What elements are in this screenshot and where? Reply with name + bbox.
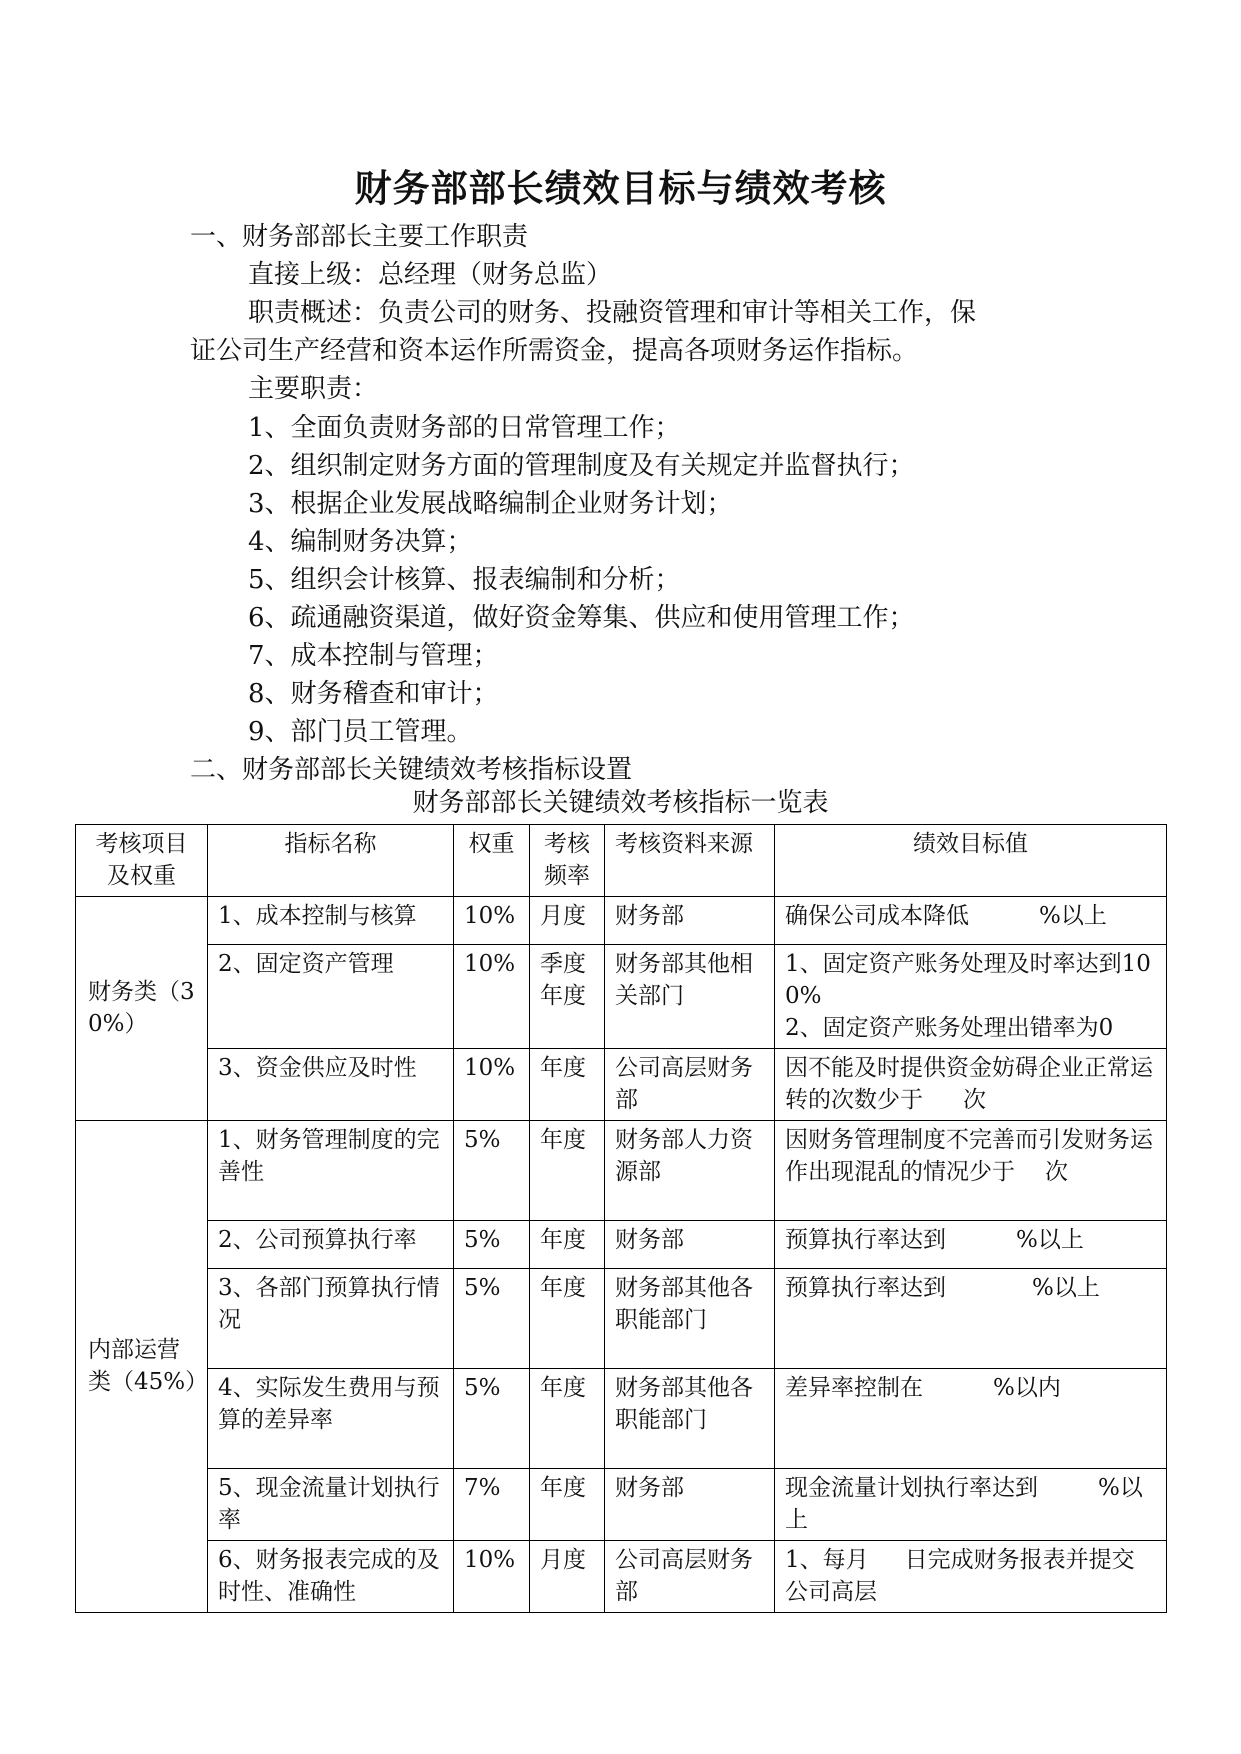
source-cell: 财务部 [605,1469,775,1541]
summary-line-2: 证公司生产经营和资本运作所需资金，提高各项财务运作指标。 [190,336,919,366]
frequency-cell: 季度年度 [530,945,605,1049]
header-target: 绩效目标值 [775,825,1167,897]
indicator-cell: 1、财务管理制度的完善性 [208,1121,454,1221]
source-cell: 财务部其他各职能部门 [605,1269,775,1369]
table-row [76,1269,1167,1369]
section-1-heading: 一、财务部部长主要工作职责 [190,222,529,252]
target-cell [775,1469,1167,1541]
direct-superior: 直接上级：总经理（财务总监） [248,260,613,290]
table-row [76,945,1167,1049]
target-text: %以内 [993,1375,1061,1401]
source-cell: 财务部 [605,1221,775,1269]
duties-heading: 主要职责： [248,374,379,404]
target-cell [775,945,1167,1049]
source-cell: 财务部其他各职能部门 [605,1369,775,1469]
target-text: 日完成财务报表并提交公司高层 [785,1547,1135,1605]
header-category: 考核项目及权重 [76,825,208,897]
source-cell: 公司高层财务部 [605,1541,775,1613]
target-text: %以上 [1032,1275,1100,1301]
target-text: %以上 [1016,1227,1084,1253]
frequency-cell: 年度 [530,1221,605,1269]
target-text: 预算执行率达到 [785,1275,946,1301]
weight-cell: 10% [454,897,530,945]
frequency-cell: 年度 [530,1049,605,1121]
header-indicator: 指标名称 [208,825,454,897]
target-text: 因财务管理制度不完善而引发财务运作出现混乱的情况少于 [785,1127,1153,1185]
table-row [76,1369,1167,1469]
frequency-cell: 月度 [530,897,605,945]
document-title: 财务部部长绩效目标与绩效考核 [354,166,887,210]
duty-item: 7、成本控制与管理； [248,641,499,671]
target-cell [775,1541,1167,1613]
table-row [76,1541,1167,1613]
weight-cell: 10% [454,1541,530,1613]
table-row [76,1049,1167,1121]
frequency-cell: 年度 [530,1369,605,1469]
duty-item: 6、疏通融资渠道，做好资金筹集、供应和使用管理工作； [248,603,915,633]
target-cell [775,1221,1167,1269]
indicator-cell: 3、各部门预算执行情况 [208,1269,454,1369]
indicator-cell: 3、资金供应及时性 [208,1049,454,1121]
table-row [76,1121,1167,1221]
duty-item: 5、组织会计核算、报表编制和分析； [248,565,681,595]
weight-cell: 10% [454,945,530,1049]
target-text: 因不能及时提供资金妨碍企业正常运转的次数少于 [785,1055,1153,1113]
header-weight: 权重 [454,825,530,897]
duty-item: 2、组织制定财务方面的管理制度及有关规定并监督执行； [248,451,915,481]
duty-item: 4、编制财务决算； [248,527,473,557]
target-text: 1、每月 [785,1547,869,1573]
weight-cell: 10% [454,1049,530,1121]
indicator-cell: 4、实际发生费用与预算的差异率 [208,1369,454,1469]
indicator-cell: 1、成本控制与核算 [208,897,454,945]
summary-line-1: 职责概述：负责公司的财务、投融资管理和审计等相关工作，保 [248,298,977,328]
table-title: 财务部部长关键绩效考核指标一览表 [412,788,829,818]
weight-cell: 7% [454,1469,530,1541]
indicator-cell: 2、公司预算执行率 [208,1221,454,1269]
target-text: 1、固定资产账务处理及时率达到100% [785,951,1151,1009]
header-frequency: 考核频率 [530,825,605,897]
section-2-heading: 二、财务部部长关键绩效考核指标设置 [190,755,633,785]
category-cell: 财务类（30%） [76,897,208,1121]
target-cell [775,1269,1167,1369]
duty-item: 8、财务稽查和审计； [248,679,499,709]
duty-item: 1、全面负责财务部的日常管理工作； [248,413,681,443]
table-row [76,897,1167,945]
source-cell: 财务部其他相关部门 [605,945,775,1049]
target-text: 确保公司成本降低 [785,903,969,929]
header-source: 考核资料来源 [605,825,775,897]
frequency-cell: 月度 [530,1541,605,1613]
target-text: 现金流量计划执行率达到 [785,1475,1038,1501]
target-cell [775,897,1167,945]
indicator-cell: 6、财务报表完成的及时性、准确性 [208,1541,454,1613]
kpi-table [75,824,1167,1613]
source-cell: 财务部 [605,897,775,945]
table-row [76,1221,1167,1269]
target-text: 2、固定资产账务处理出错率为0 [785,1015,1114,1041]
target-text: 预算执行率达到 [785,1227,946,1253]
weight-cell: 5% [454,1221,530,1269]
indicator-cell: 2、固定资产管理 [208,945,454,1049]
category-cell: 内部运营类（45%） [76,1121,208,1613]
target-cell [775,1121,1167,1221]
frequency-cell: 年度 [530,1121,605,1221]
target-text: %以上 [1039,903,1107,929]
target-cell [775,1049,1167,1121]
source-cell: 公司高层财务部 [605,1049,775,1121]
target-text: 次 [1045,1159,1068,1185]
source-cell: 财务部人力资源部 [605,1121,775,1221]
indicator-cell: 5、现金流量计划执行率 [208,1469,454,1541]
target-text: 差异率控制在 [785,1375,923,1401]
table-row [76,1469,1167,1541]
target-text: 次 [963,1087,986,1113]
duty-item: 3、根据企业发展战略编制企业财务计划； [248,489,733,519]
weight-cell: 5% [454,1369,530,1469]
target-text: %以上 [785,1475,1143,1533]
frequency-cell: 年度 [530,1469,605,1541]
duty-item: 9、部门员工管理。 [248,717,473,747]
frequency-cell: 年度 [530,1269,605,1369]
weight-cell: 5% [454,1269,530,1369]
target-cell [775,1369,1167,1469]
weight-cell: 5% [454,1121,530,1221]
table-header-row [76,825,1167,897]
